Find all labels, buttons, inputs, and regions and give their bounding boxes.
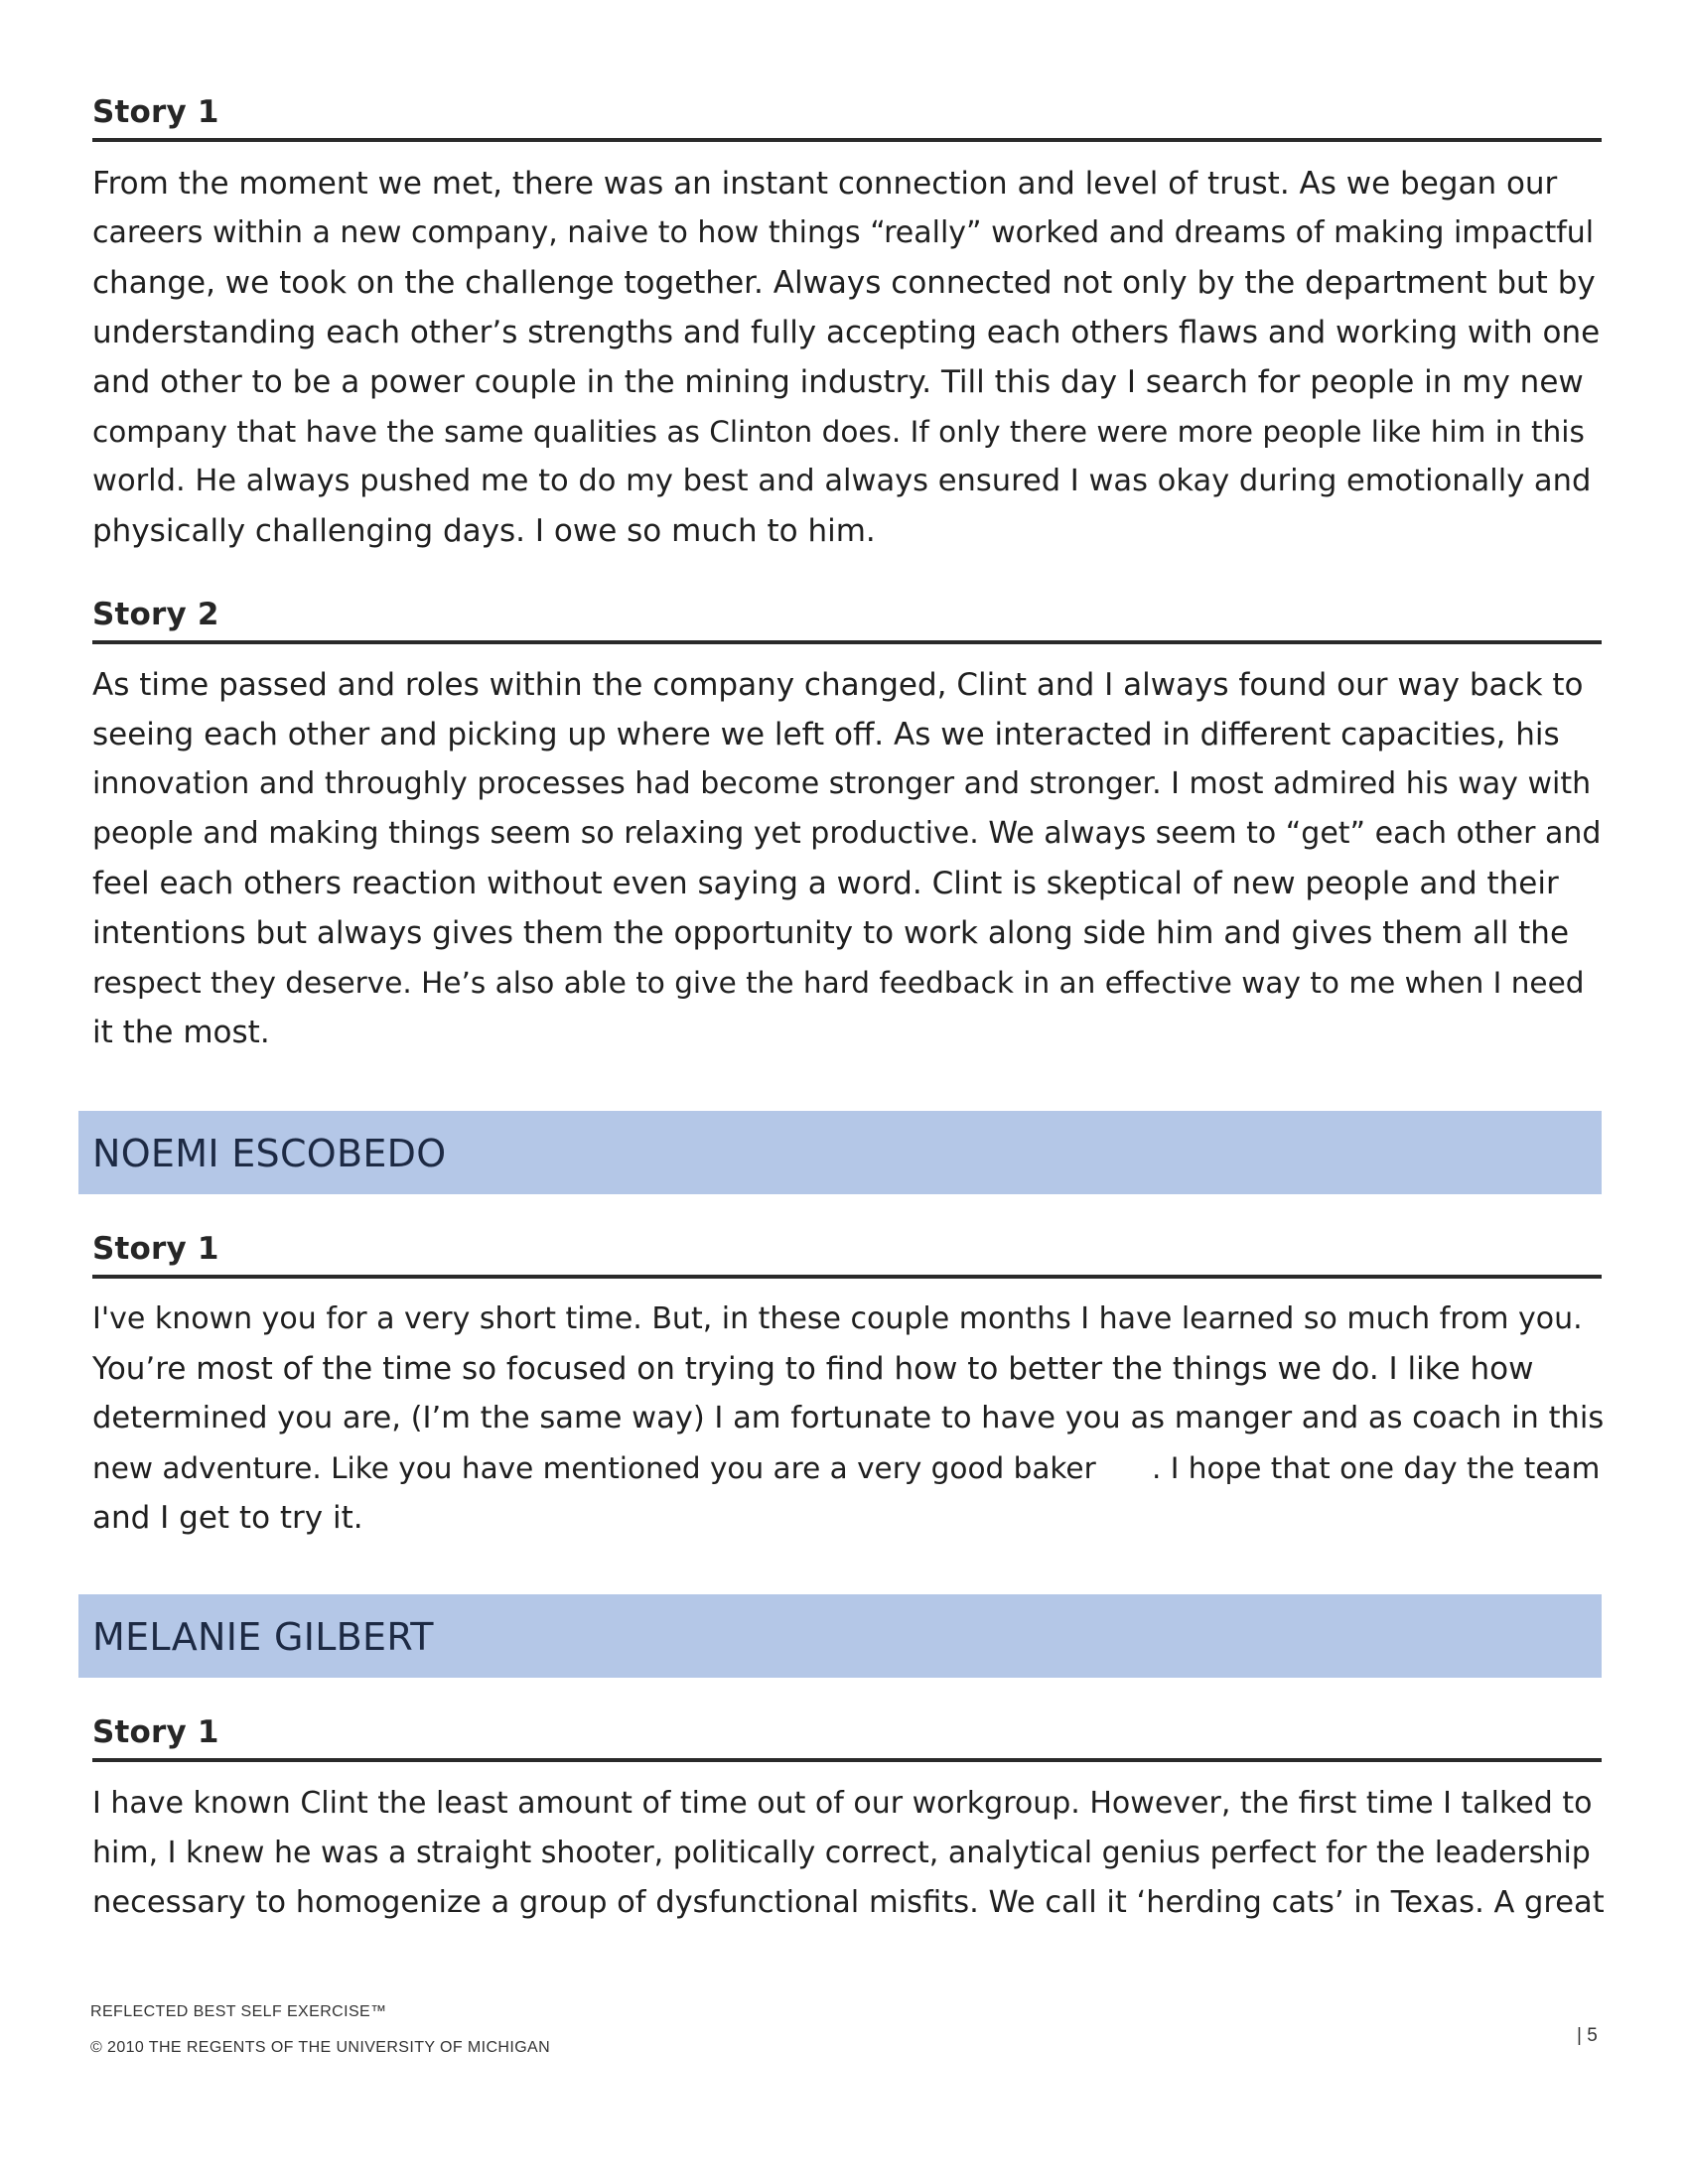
story-line: it the most. bbox=[92, 1015, 270, 1050]
story-text bbox=[92, 1779, 1607, 1928]
story-line: As time passed and roles within the company changed, Clint and I always found our way back to bbox=[92, 667, 1584, 703]
story-line: new adventure. Like you have mentioned you are a very good baker . I hope that one day the team bbox=[92, 1451, 1601, 1485]
person-name: NOEMI ESCOBEDO bbox=[92, 1132, 447, 1175]
person-name-banner bbox=[78, 1594, 1602, 1678]
story-heading-text: Story 2 bbox=[92, 597, 219, 632]
story-line: people and making things seem so relaxing yet productive. We always seem to “get” each other and bbox=[92, 816, 1602, 851]
page-number: | 5 bbox=[1577, 2025, 1598, 2046]
story-line: feel each others reaction without even saying a word. Clint is skeptical of new people and their bbox=[92, 866, 1559, 901]
story-heading-text: Story 1 bbox=[92, 1231, 219, 1267]
story-heading-text: Story 1 bbox=[92, 94, 219, 130]
story-line: careers within a new company, naive to how things “really” worked and dreams of making impactful bbox=[92, 215, 1595, 250]
story-line: From the moment we met, there was an instant connection and level of trust. As we began our bbox=[92, 166, 1558, 202]
story-line: world. He always pushed me to do my best and always ensured I was okay during emotionally and bbox=[92, 464, 1592, 498]
story-line: determined you are, (I’m the same way) I am fortunate to have you as manger and as coach in this bbox=[92, 1401, 1605, 1435]
story-line: I have known Clint the least amount of time out of our workgroup. However, the first time I talked to bbox=[92, 1786, 1593, 1821]
story-text bbox=[92, 159, 1607, 556]
story-text bbox=[92, 660, 1607, 1057]
footer-copyright: © 2010 THE REGENTS OF THE UNIVERSITY OF MICHIGAN bbox=[90, 2039, 551, 2056]
story-line: company that have the same qualities as Clinton does. If only there were more people like him in this bbox=[92, 415, 1585, 449]
story-heading bbox=[92, 1231, 1602, 1279]
story-heading bbox=[92, 94, 1602, 142]
footer-exercise-title: REFLECTED BEST SELF EXERCISE™ bbox=[90, 2003, 387, 2020]
story-line: and other to be a power couple in the mining industry. Till this day I search for people in my new bbox=[92, 364, 1584, 400]
story-line: necessary to homogenize a group of dysfunctional misfits. We call it ‘herding cats’ in Texas. A great bbox=[92, 1885, 1605, 1920]
story-line: understanding each other’s strengths and fully accepting each others flaws and working with one bbox=[92, 315, 1601, 350]
story-line: change, we took on the challenge together. Always connected not only by the department but by bbox=[92, 265, 1596, 301]
story-line: I've known you for a very short time. But, in these couple months I have learned so much from you. bbox=[92, 1301, 1583, 1336]
story-heading-text: Story 1 bbox=[92, 1714, 219, 1750]
story-line: respect they deserve. He’s also able to give the hard feedback in an effective way to me when I need bbox=[92, 966, 1585, 1000]
story-line: him, I knew he was a straight shooter, politically correct, analytical genius perfect for the leadership bbox=[92, 1836, 1591, 1870]
story-line: seeing each other and picking up where we left off. As we interacted in different capacities, his bbox=[92, 717, 1560, 752]
story-line: intentions but always gives them the opportunity to work along side him and gives them all the bbox=[92, 915, 1570, 951]
person-name: MELANIE GILBERT bbox=[92, 1615, 434, 1659]
story-line: and I get to try it. bbox=[92, 1500, 363, 1536]
story-line: physically challenging days. I owe so much to him. bbox=[92, 513, 876, 549]
story-heading bbox=[92, 1714, 1602, 1762]
person-name-banner bbox=[78, 1111, 1602, 1194]
story-heading bbox=[92, 597, 1602, 644]
story-line: innovation and throughly processes had become stronger and stronger. I most admired his way with bbox=[92, 766, 1592, 801]
story-text bbox=[92, 1295, 1607, 1543]
story-line: You’re most of the time so focused on trying to find how to better the things we do. I like how bbox=[92, 1351, 1534, 1387]
